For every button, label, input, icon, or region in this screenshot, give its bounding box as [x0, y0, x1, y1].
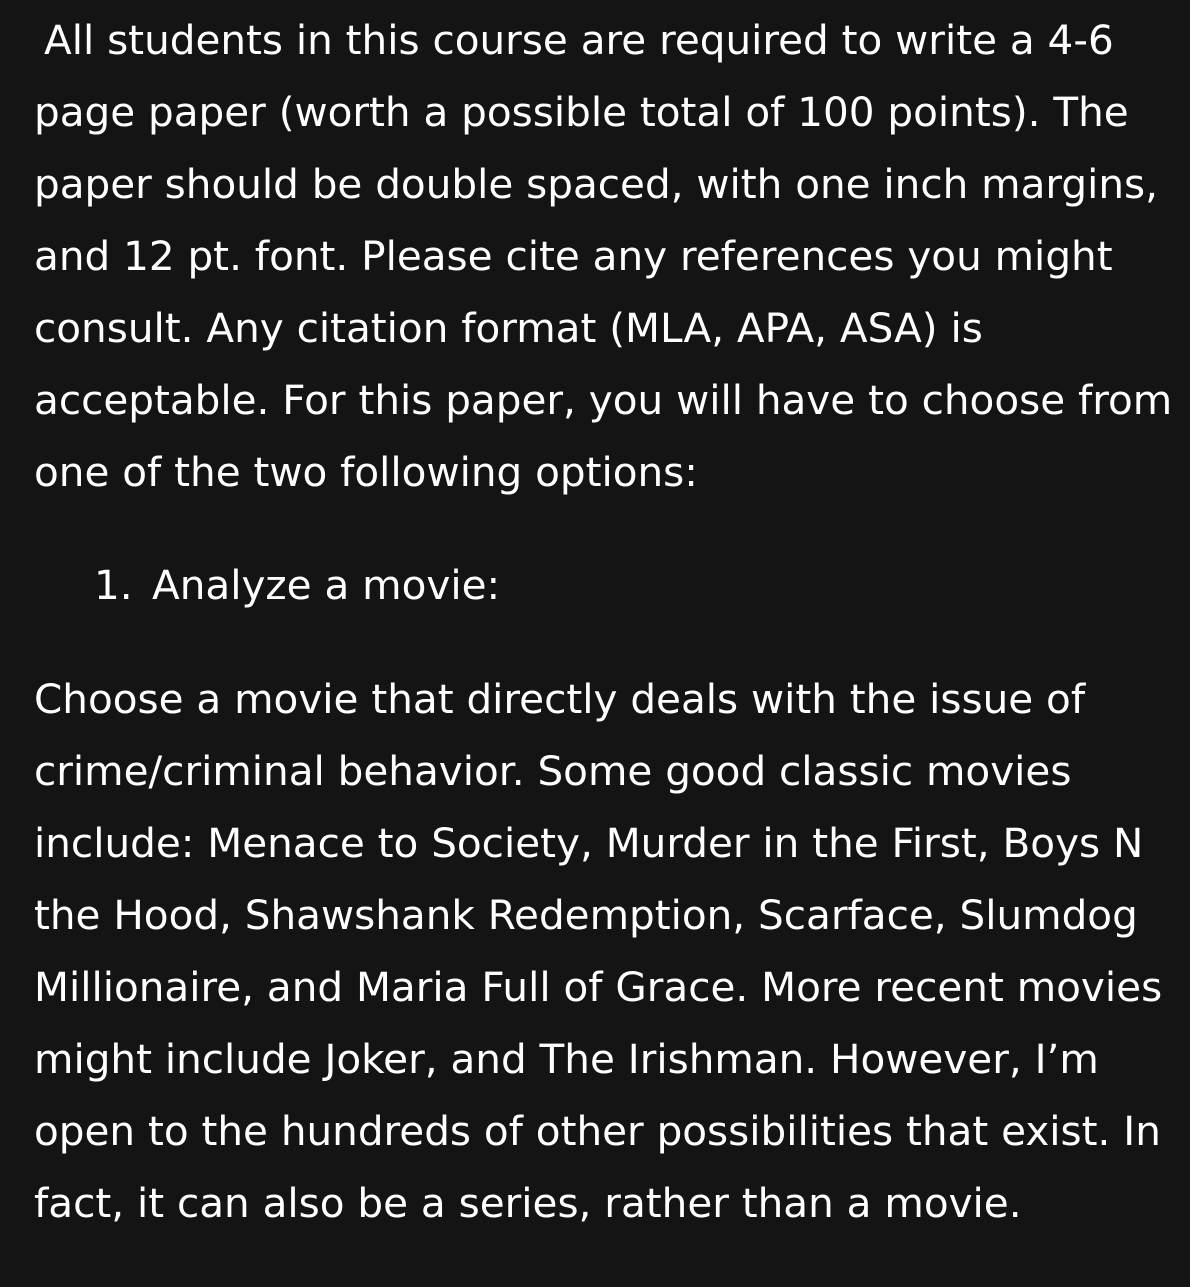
movie-line: Millionaire, and Maria Full of Grace. More recent movies	[34, 963, 1163, 1011]
intro-line: page paper (worth a possible total of 100 points). The	[34, 88, 1129, 136]
movie-line: include: Menace to Society, Murder in the First, Boys N	[34, 819, 1144, 867]
movie-line: fact, it can also be a series, rather than a movie.	[34, 1179, 1022, 1227]
intro-line: paper should be double spaced, with one inch margins,	[34, 160, 1158, 208]
movie-option-paragraph	[34, 663, 1162, 1239]
intro-line: consult. Any citation format (MLA, APA, ASA) is	[34, 304, 983, 352]
movie-line: crime/criminal behavior. Some good classic movies	[34, 747, 1072, 795]
movie-line: open to the hundreds of other possibilities that exist. In	[34, 1107, 1161, 1155]
intro-line: All students in this course are required to write a 4-6	[44, 16, 1114, 64]
intro-line: one of the two following options:	[34, 448, 698, 496]
intro-line: and 12 pt. font. Please cite any references you might	[34, 232, 1113, 280]
option-number: 1.	[94, 561, 133, 609]
option-list-item	[94, 549, 500, 621]
movie-line: might include Joker, and The Irishman. However, I’m	[34, 1035, 1099, 1083]
movie-line: the Hood, Shawshank Redemption, Scarface, Slumdog	[34, 891, 1138, 939]
intro-line: acceptable. For this paper, you will have to choose from	[34, 376, 1173, 424]
movie-line: Choose a movie that directly deals with the issue of	[34, 675, 1086, 723]
option-label: Analyze a movie:	[152, 561, 501, 609]
intro-paragraph	[34, 4, 1172, 508]
